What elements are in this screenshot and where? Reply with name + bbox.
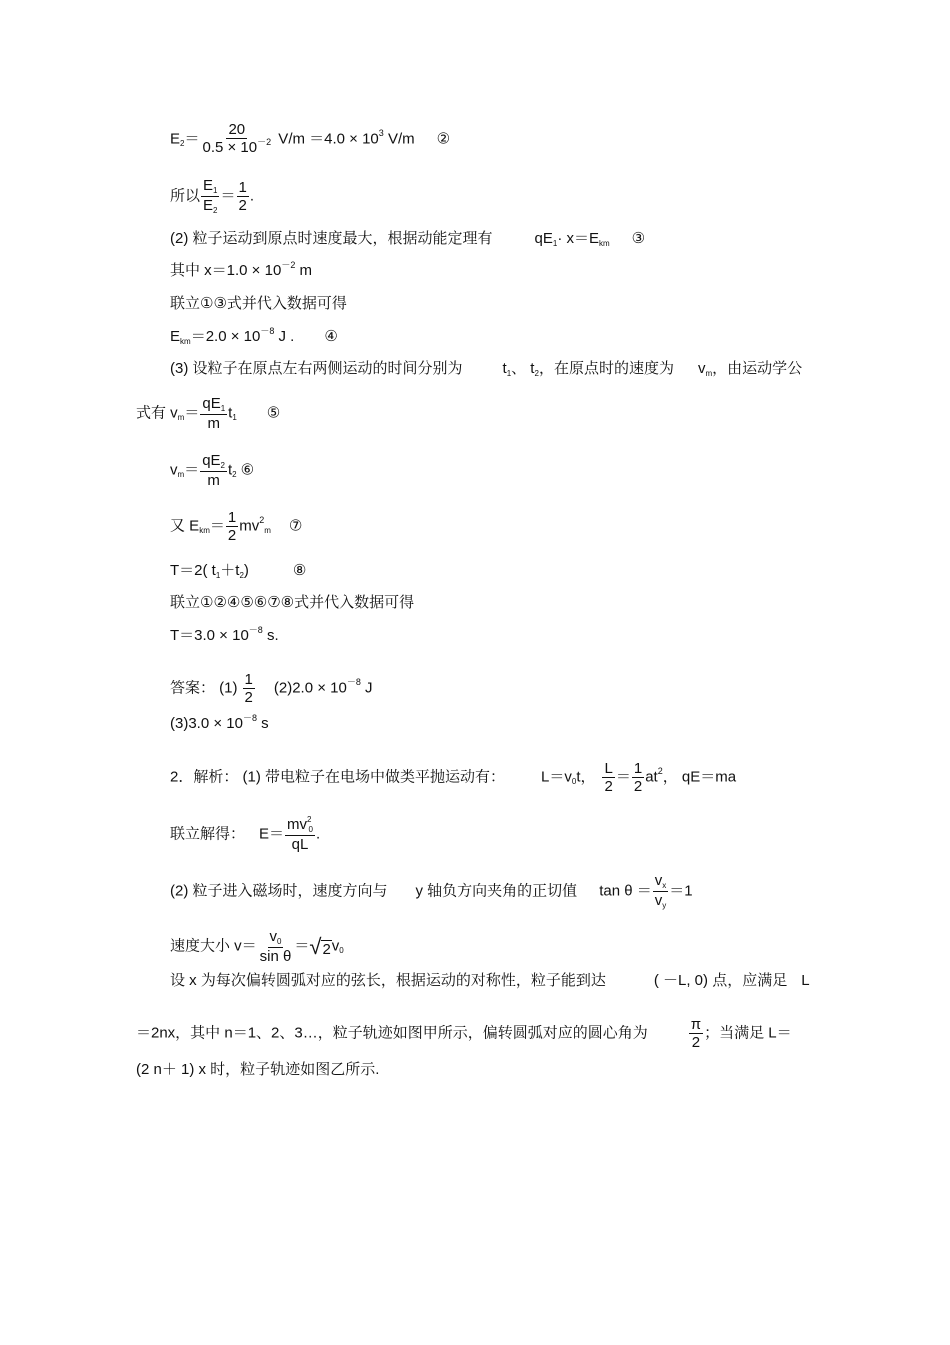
fraction <box>200 121 273 158</box>
text-line-15 <box>170 715 269 734</box>
equation-marker: ⑥ <box>240 461 255 479</box>
text-line-20 <box>170 972 810 990</box>
formula-text: ＝2.0 × 10 <box>190 328 261 345</box>
body-text: ；当满足 L＝ <box>704 1024 792 1042</box>
denominator: sin θ <box>259 948 292 965</box>
numerator <box>200 395 227 415</box>
t-symbol: t <box>228 461 233 479</box>
formula-text: ) <box>243 562 249 579</box>
exponent: 2 <box>307 815 312 824</box>
equals: ＝ <box>220 187 236 205</box>
text-line-10 <box>170 509 302 544</box>
subscript: 2 <box>232 470 237 480</box>
text-line-19 <box>170 928 344 965</box>
text-line-7 <box>170 360 802 380</box>
q-e-symbol: qE <box>202 395 221 412</box>
e-symbol: E <box>203 177 214 194</box>
equation-marker: ④ <box>324 328 338 345</box>
t-symbol: 、 t <box>511 360 535 377</box>
fraction <box>200 395 227 432</box>
formula-text: at <box>645 768 658 786</box>
text-line-11 <box>170 562 306 582</box>
equation-marker: ⑤ <box>266 404 281 422</box>
radical-glyph: √ <box>309 933 322 959</box>
label-text: 所以 <box>170 187 201 205</box>
e-symbol: E <box>170 130 181 148</box>
numerator: 1 <box>633 760 643 777</box>
body-text: 又 E <box>170 517 200 535</box>
text-line-22 <box>136 1061 379 1079</box>
numerator <box>200 452 227 472</box>
formula-text: T＝2( t <box>170 562 216 579</box>
value-text: V/m ＝4.0 × 10 <box>274 130 379 148</box>
formula-text: (2)2.0 × 10 <box>273 679 347 697</box>
subscript: 1 <box>215 571 221 580</box>
fraction <box>602 760 614 795</box>
body-text: (2) 粒子运动到原点时速度最大，根据动能定理有 <box>170 230 493 247</box>
answer-line <box>170 671 373 706</box>
den-text: 0.5 × 10 <box>202 139 258 156</box>
denominator: 2 <box>691 1034 701 1051</box>
exponent: 2 <box>657 766 663 777</box>
subscript: m <box>177 470 185 480</box>
fraction <box>200 452 227 489</box>
equation-marker: ⑧ <box>292 562 307 579</box>
body-text: ，由运动学公 <box>712 360 803 377</box>
body-text: (3) 设粒子在原点左右两侧运动的时间分别为 <box>170 360 463 377</box>
subscript: 2 <box>534 369 539 378</box>
numerator: 1 <box>238 179 247 196</box>
formula-text: · x＝E <box>557 230 599 247</box>
fraction <box>201 177 219 216</box>
equation-marker: ② <box>436 130 451 148</box>
e-symbol: E <box>170 328 181 345</box>
formula-text: ＝1 <box>669 882 693 900</box>
fraction <box>653 872 669 911</box>
formula-text: t， <box>576 768 596 786</box>
period: . <box>315 825 321 843</box>
v-symbol: v <box>331 937 340 955</box>
text-line-21 <box>136 1016 792 1051</box>
subscript: x <box>662 881 667 890</box>
text-line-6 <box>170 328 338 348</box>
text-line-9 <box>170 452 254 489</box>
e-symbol: E <box>203 197 214 214</box>
denominator: 2 <box>227 527 237 544</box>
numerator <box>653 872 669 892</box>
body-text: ( －L, 0) 点，应满足 <box>653 972 788 989</box>
sqrt-sign <box>309 933 331 959</box>
t-symbol: t <box>502 360 507 377</box>
equals: ＝ <box>184 461 200 479</box>
subscript: y <box>662 901 667 910</box>
equals: ＝ <box>294 937 310 955</box>
fraction <box>226 509 238 544</box>
exponent: －8 <box>260 326 275 336</box>
fraction <box>632 760 644 795</box>
equals: ＝ <box>615 768 631 786</box>
formula-text: L＝v <box>541 768 572 786</box>
text-line-12 <box>170 594 414 612</box>
numerator: 20 <box>228 121 246 138</box>
equation-marker: ③ <box>631 230 646 247</box>
denominator: m <box>207 415 221 432</box>
subscript: 0 <box>277 937 282 946</box>
numerator: π <box>690 1016 702 1033</box>
text-line-3 <box>170 230 645 250</box>
formula-text: ， qE＝ma <box>662 768 737 786</box>
unit-text: s. <box>262 627 279 644</box>
body-text: 联立①③式并代入数据可得 <box>170 295 347 312</box>
denominator: qL <box>291 836 309 853</box>
formula-text: L <box>801 972 810 989</box>
numerator-text: mv <box>287 816 308 833</box>
subscript: 1 <box>220 404 226 413</box>
subscript: 2 <box>213 206 218 215</box>
unit-text: V/m <box>383 130 415 148</box>
body-text: ＝2nx，其中 n＝1、2、3…，粒子轨迹如图甲所示，偏转圆弧对应的圆心角为 <box>136 1024 648 1042</box>
numerator <box>268 928 284 948</box>
body-text: 联立①②④⑤⑥⑦⑧式并代入数据可得 <box>170 594 415 611</box>
body-text: 速度大小 v＝ <box>170 937 257 955</box>
body-text: ，在原点时的速度为 <box>538 360 674 377</box>
formula-text: ＋t <box>220 562 240 579</box>
exponent: －8 <box>242 713 257 723</box>
formula-text: tan θ ＝ <box>599 882 652 900</box>
numerator: 1 <box>227 509 237 526</box>
fraction <box>689 1016 703 1051</box>
v-symbol: v <box>269 928 278 945</box>
unit-text: J . <box>274 328 295 345</box>
subscript: 0 <box>308 825 313 834</box>
period: . <box>249 187 255 205</box>
body-text: (2) 粒子进入磁场时，速度方向与 <box>170 882 388 900</box>
text-line-16 <box>170 760 736 795</box>
numerator: 1 <box>244 671 253 688</box>
equation-marker: ⑦ <box>288 517 303 535</box>
text-line-5 <box>170 295 347 313</box>
t-symbol: t <box>228 404 233 422</box>
equals: ＝ <box>184 404 200 422</box>
eq-line-e2 <box>170 121 450 158</box>
body-text: 联立解得： <box>170 825 246 843</box>
text-line-8 <box>136 395 280 432</box>
subscript: km <box>180 337 191 346</box>
fraction <box>285 816 315 853</box>
subscript: 1 <box>506 369 512 378</box>
formula-text: 其中 x＝1.0 × 10 <box>170 262 282 279</box>
v-symbol: v <box>654 872 663 889</box>
equals: ＝ <box>184 130 200 148</box>
subscript: km <box>599 239 610 248</box>
body-text: (2 n＋ 1) x 时，粒子轨迹如图乙所示. <box>136 1061 380 1078</box>
subscript: 2 <box>239 571 244 580</box>
fraction <box>258 928 294 965</box>
denominator: 2 <box>244 689 253 706</box>
subscript: 0 <box>339 946 344 956</box>
subscript: km <box>199 526 210 536</box>
exponent: －2 <box>281 260 296 270</box>
q-e-symbol: qE <box>202 452 221 469</box>
subscript: m <box>177 413 185 423</box>
unit-text: m <box>295 262 312 279</box>
subscript: 1 <box>552 239 558 248</box>
fraction <box>243 671 255 706</box>
exponent: －8 <box>248 625 263 635</box>
numerator <box>285 816 315 836</box>
text-line-4 <box>170 262 312 281</box>
subscript: 1 <box>232 413 237 423</box>
eq-line-ratio <box>170 177 254 216</box>
formula-text: T＝3.0 × 10 <box>170 627 249 644</box>
subscript: 0 <box>571 777 577 787</box>
exponent: －8 <box>346 677 361 688</box>
v-symbol: v <box>697 360 706 377</box>
numerator <box>201 177 219 197</box>
body-text: 答案： (1) <box>170 679 238 697</box>
denominator: m <box>207 472 220 489</box>
exponent: 2 <box>259 515 265 526</box>
numerator: L <box>604 760 613 777</box>
subscript: 1 <box>213 186 218 195</box>
text-line-13 <box>170 627 279 646</box>
exponent: －2 <box>257 137 272 147</box>
subscript: 2 <box>180 139 185 149</box>
subscript: m <box>705 369 713 378</box>
denominator: 2 <box>604 778 613 795</box>
fraction <box>237 179 249 214</box>
subscript: 2 <box>220 461 225 470</box>
denominator <box>201 197 219 216</box>
formula-text: E＝ <box>259 825 285 843</box>
equals: ＝ <box>209 517 225 535</box>
formula-text: mv <box>239 517 260 535</box>
v-symbol: v <box>654 892 663 909</box>
v-symbol: v <box>170 461 178 479</box>
subscript: m <box>264 526 271 536</box>
unit-text: J <box>360 679 373 697</box>
denominator: 2 <box>633 778 643 795</box>
formula-text: (3)3.0 × 10 <box>170 715 243 732</box>
radicand: 2 <box>322 940 331 958</box>
denominator <box>653 892 669 911</box>
exponent: 3 <box>378 128 384 139</box>
text-line-17 <box>170 816 320 853</box>
denominator: 2 <box>238 197 247 214</box>
body-text: 设 x 为每次偏转圆弧对应的弦长，根据运动的对称性，粒子能到达 <box>170 972 606 989</box>
unit-text: s <box>256 715 269 732</box>
denominator <box>200 139 273 158</box>
body-text: y 轴负方向夹角的正切值 <box>415 882 578 900</box>
text-line-18 <box>170 872 693 911</box>
body-text: 式有 v <box>136 404 178 422</box>
q-e-symbol: qE <box>534 230 553 247</box>
body-text: 2．解析： (1) 带电粒子在电场中做类平抛运动有： <box>170 768 506 786</box>
